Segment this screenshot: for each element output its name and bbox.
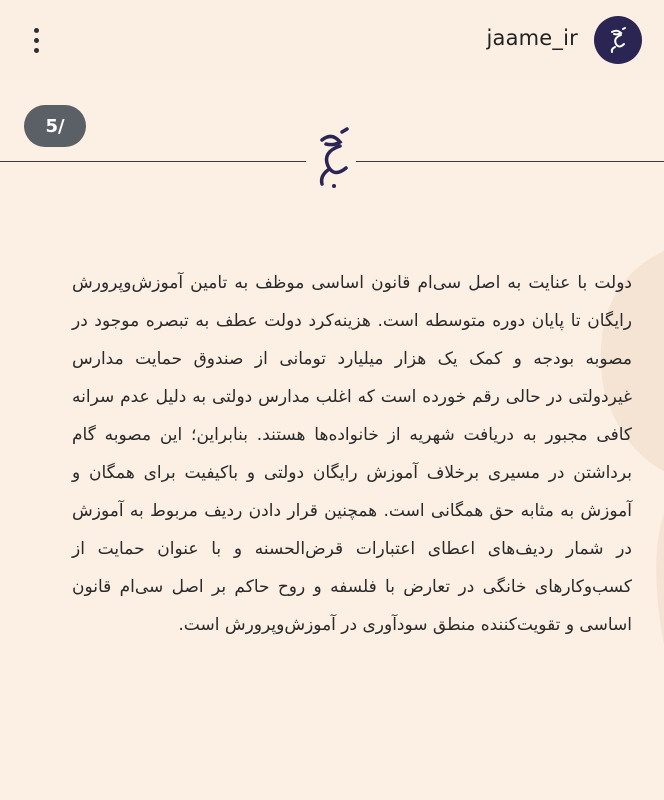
- post-body-text: دولت با عنایت به اصل سی‌ام قانون اساسی موظف به تامین آموزش‌وپرورش رایگان تا پایان دوره متوسطه است. هزینه‌کرد دولت عطف به تبصره موجود در مصوبه بودجه و کمک یک هزار میلیارد تومانی از صندوق حمایت مدارس غیردولتی در حالی رقم خورده است که اغلب مدارس دولتی به دلیل عدم سرانه کافی مجبور به دریافت شهریه از خانواده‌ها هستند. بنابراین؛ این مصوبه گام برداشتن در مسیری برخلاف آموزش رایگان دولتی و باکیفیت برای همگان و آموزش به مثابه حق همگانی است. همچنین قرار دادن ردیف مربوط به آموزش در شمار ردیف‌های اعطای اعتبارات قرض‌الحسنه و با عنوان حمایت از کسب‌وکارهای خانگی در تعارض با فلسفه و روح حاکم بر اصل سی‌ام قانون اساسی و تقویت‌کننده منطق سودآوری در آموزش‌وپرورش است.: [72, 273, 632, 635]
- top-bar: [0, 0, 664, 80]
- divider-left: [0, 161, 306, 162]
- jaame-logo-icon: [603, 25, 633, 55]
- channel-username[interactable]: jaame_ir: [486, 26, 578, 50]
- channel-avatar[interactable]: [594, 16, 642, 64]
- divider-right: [356, 161, 664, 162]
- jaame-logo-icon: [306, 124, 356, 194]
- kebab-menu-icon[interactable]: [24, 24, 48, 56]
- page-indicator-badge: 5/: [24, 105, 86, 147]
